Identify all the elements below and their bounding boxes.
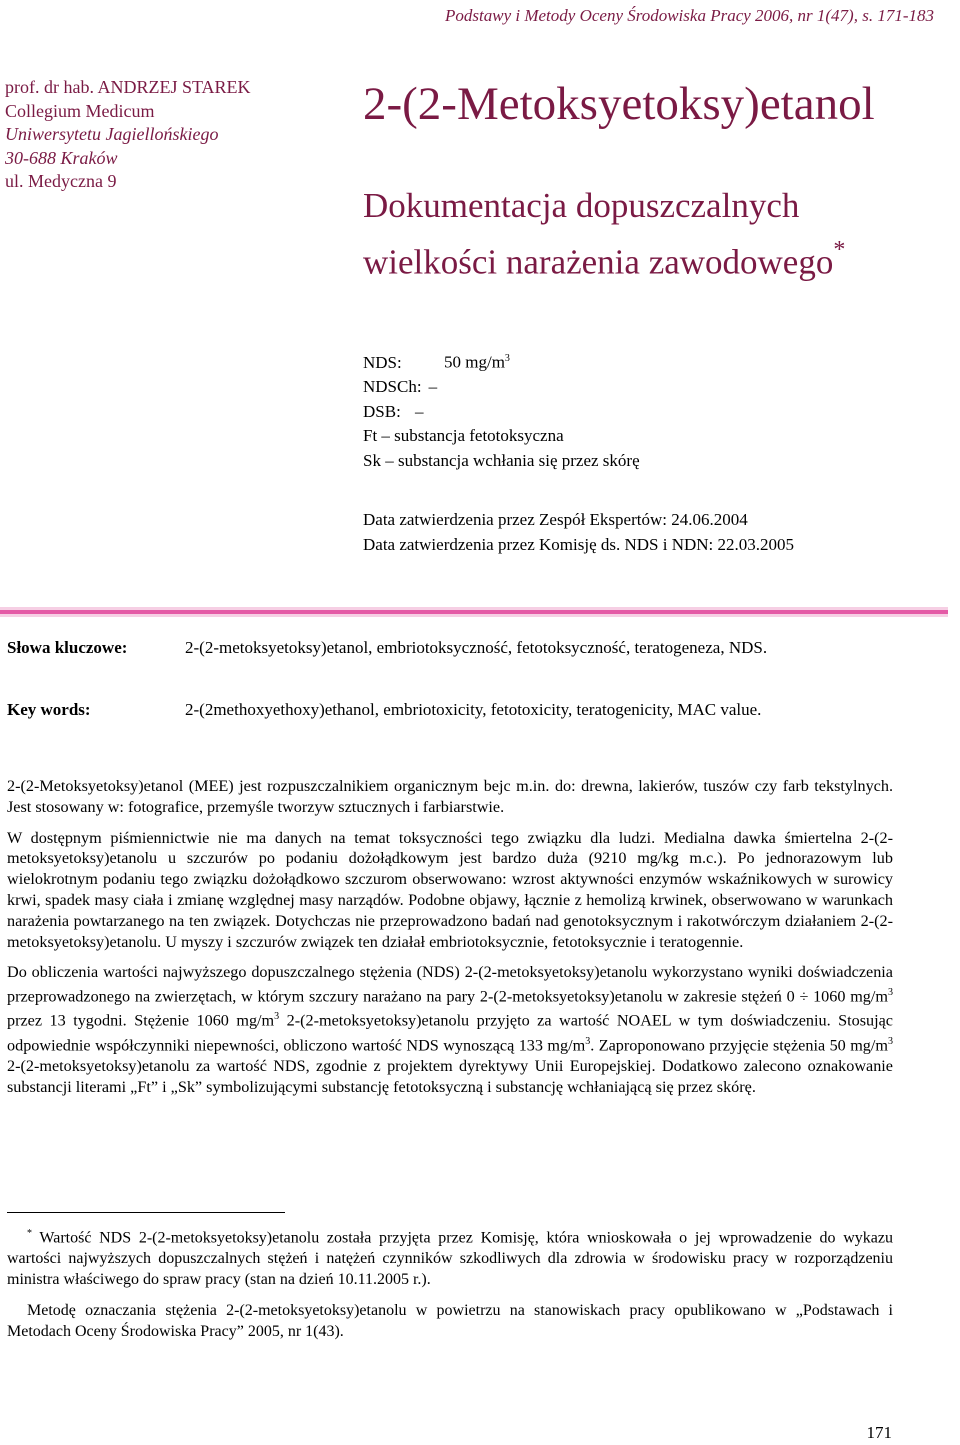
- ndsch-label: NDSCh:: [363, 377, 422, 397]
- journal-header: Podstawy i Metody Oceny Środowiska Pracy 2006, nr 1(47), s. 171-183: [445, 6, 934, 25]
- footnote-separator: [7, 1212, 285, 1213]
- ndsch-row: [363, 375, 640, 400]
- nds-row: [363, 347, 640, 375]
- sk-note: Sk – substancja wchłania się przez skórę: [363, 450, 640, 470]
- author-university: Uniwersytetu Jagiellońskiego: [5, 124, 219, 144]
- ft-note: Ft – substancja fetotoksyczna: [363, 426, 564, 446]
- keywords-en-label: Key words:: [7, 700, 91, 719]
- author-street: ul. Medyczna 9: [5, 171, 117, 191]
- dsb-label: DSB:: [363, 401, 401, 421]
- nds-label: NDS:: [363, 352, 402, 372]
- keywords-en-value: 2-(2methoxyethoxy)ethanol, embriotoxicity, fetotoxicity, teratogenicity, MAC value.: [185, 700, 762, 719]
- experts-approval-date: Data zatwierdzenia przez Zespół Ekspertów: 24.06.2004: [363, 510, 748, 529]
- subtitle-line-1: Dokumentacja dopuszczalnych: [363, 186, 800, 225]
- page-number: 171: [866, 1423, 892, 1442]
- abstract-paragraph-2: W dostępnym piśmiennictwie nie ma danych na temat toksyczności tego związku dla ludzi. Medialna dawka śmiertelna 2-(2-metoksyetoksy)etanolu u szczurów po podaniu dożołądkowym jest bardzo duża (9210 mg/kg m.c.). Po jednorazowym lub wielokrotnym podaniu tego związku dożołądkowo szczurom obserwowano: wzrost aktywności enzymów wskaźnikowych w surowicy krwi, spadek masy ciała i zmianę względnej masy narządów. Podobne objawy, łącznie z hemolizą krwinek, obserwowano w warunkach narażenia powtarzanego na ten związek. Dotychczas nie przeprowadzono badań nad genotoksycznym i rakotwórczym działaniem 2-(2-metoksyetoksy)etanolu. U myszy i szczurów związek ten działał embriotoksycznie, fetotoksycznie i teratogennie.: [7, 828, 893, 951]
- footnote-2: Metodę oznaczania stężenia 2-(2-metoksyetoksy)etanolu w powietrzu na stanowiskach pracy opublikowano w „Podstawach i Metodach Oceny Środowiska Pracy” 2005, nr 1(43).: [7, 1302, 893, 1341]
- abstract: [7, 776, 893, 1107]
- approval-dates: [363, 507, 794, 557]
- subtitle-line-2: wielkości narażenia zawodowego*: [363, 237, 846, 282]
- author-city: 30-688 Kraków: [5, 147, 118, 168]
- dsb-value: –: [415, 401, 424, 421]
- keywords-pl: [7, 636, 907, 686]
- footnotes: [7, 1223, 893, 1352]
- keywords-pl-label: Słowa kluczowe:: [7, 638, 128, 657]
- ndsch-value: –: [428, 377, 438, 397]
- exposure-limits: [363, 347, 640, 473]
- abstract-paragraph-1: 2-(2-Metoksyetoksy)etanol (MEE) jest rozpuszczalnikiem organicznym bejc m.in. do: drewna, lakierów, tuszów czy farb tekstylnych. Jest stosowany w: fotografice, przemyśle tworzyw sztucznych i farbiarstwie.: [7, 777, 893, 816]
- footnote-1: * Wartość NDS 2-(2-metoksyetoksy)etanolu została przyjęta przez Komisję, która wnioskowała o jej wprowadzenie do wykazu wartości najwyższych dopuszczalnych stężeń i natężeń czynników szkodliwych dla zdrowia w środowisku pracy w rozporządzeniu ministra właściwego do spraw pracy (stan na dzień 10.11.2005 r.).: [7, 1228, 893, 1289]
- author-block: [5, 76, 251, 194]
- keywords-pl-value: 2-(2-metoksyetoksy)etanol, embriotoksyczność, fetotoksyczność, teratogeneza, NDS.: [185, 638, 768, 657]
- keywords-en: [7, 698, 907, 722]
- dsb-row: [363, 400, 640, 425]
- footnote-marker: *: [833, 237, 846, 263]
- author-name: prof. dr hab. ANDRZEJ STAREK: [5, 77, 251, 97]
- nds-value: 50 $mg/m^3$: [444, 352, 510, 372]
- section-divider: [0, 607, 948, 619]
- document-subtitle: [363, 182, 845, 287]
- document-title: 2-(2-Metoksyetoksy)etanol: [363, 78, 875, 130]
- commission-approval-date: Data zatwierdzenia przez Komisję ds. NDS i NDN: 22.03.2005: [363, 535, 795, 554]
- abstract-paragraph-3: Do obliczenia wartości najwyższego dopuszczalnego stężenia (NDS) 2-(2-metoksyetoksy)etanolu wykorzystano wyniki doświadczenia przeprowadzonego na zwierzętach, w którym szczury narażano na pary 2-(2-metoksyetoksy)etanolu w zakresie stężeń 0 ÷ 1060 $mg/m^3$ przez 13 tygodni. Stężenie 1060 $mg/m^3$ 2-(2-metoksyetoksy)etanolu przyjęto za wartość NOAEL w tym doświadczeniu. Stosując odpowiednie współczynniki niepewności, obliczono wartość NDS wynoszącą 133 $mg/m^3$. Zaproponowano przyjęcie stężenia 50 $mg/m^3$ 2-(2-metoksyetoksy)etanolu za wartość NDS, zgodnie z projektem dyrektywy Unii Europejskiej. Dodatkowo zalecono oznakowanie substancji literami „Ft” i „Sk” symbolizującymi substancję fetotoksyczną i substancję wchłaniającą się przez skórę.: [7, 963, 893, 1096]
- author-affiliation: Collegium Medicum: [5, 100, 155, 121]
